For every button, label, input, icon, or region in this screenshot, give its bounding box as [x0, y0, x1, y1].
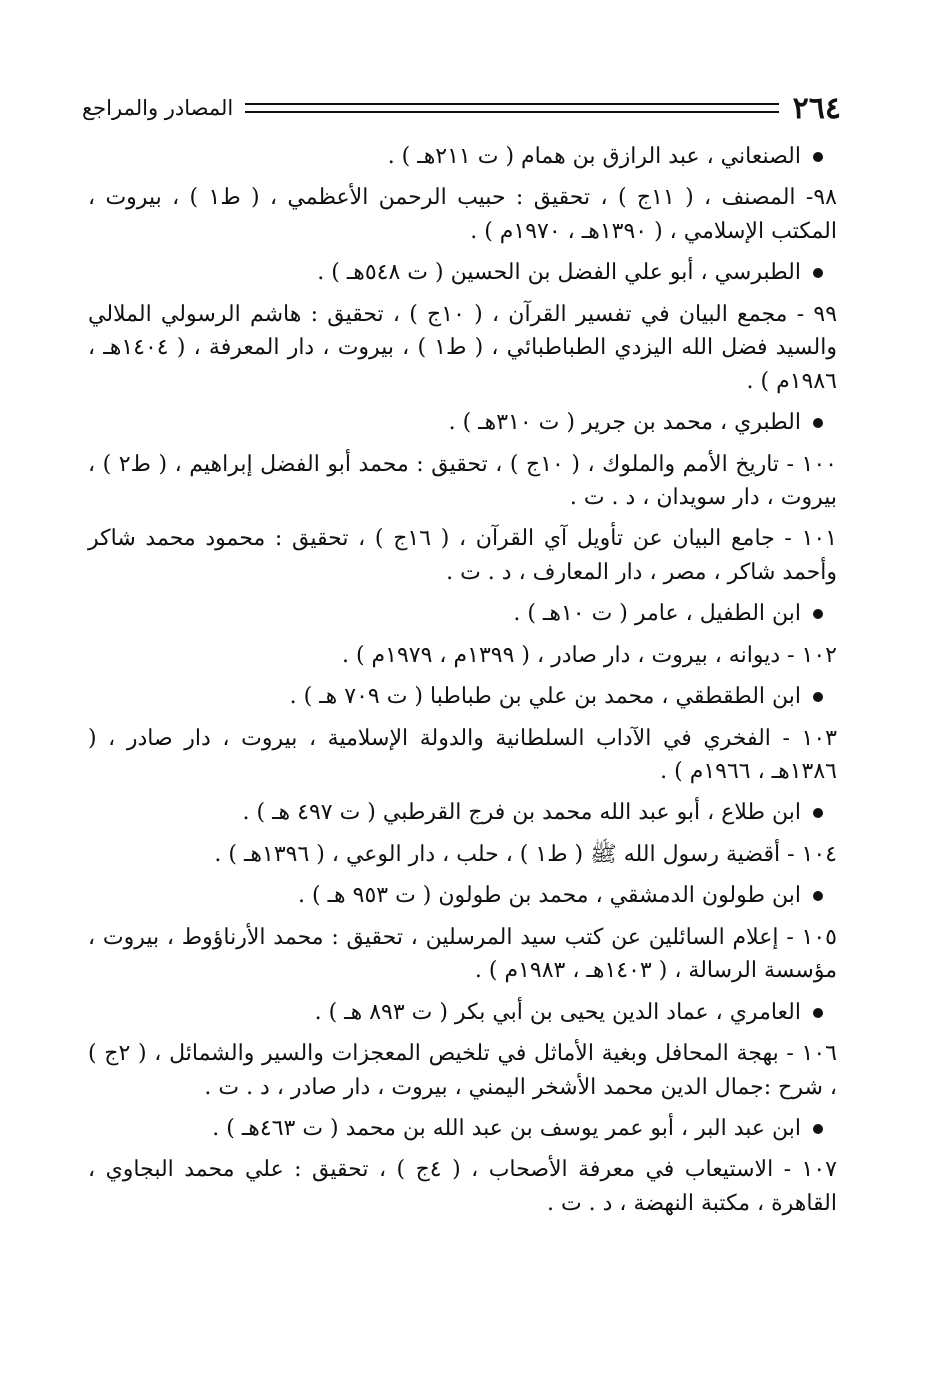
bullet-icon [813, 1124, 823, 1134]
book-entry: ١٠٣ - الفخري في الآداب السلطانية والدولة الإسلامية ، بيروت ، دار صادر ، ( ١٣٨٦هـ ، ١٩٦٦م ) . [88, 725, 837, 784]
bullet-icon [813, 418, 823, 428]
author-entry: ابن طولون الدمشقي ، محمد بن طولون ( ت ٩٥٣ هـ ) . [88, 879, 837, 912]
book-entry: ١٠٦ - بهجة المحافل وبغية الأماثل في تلخيص المعجزات والسير والشمائل ، ( ٢ج ) ، شرح :جمال الدين محمد الأشخر اليمني ، بيروت ، دار صادر ، د . ت . [88, 1041, 837, 1100]
page-number: ٢٦٤ [792, 90, 841, 126]
author-entry: العامري ، عماد الدين يحيى بن أبي بكر ( ت ٨٩٣ هـ ) . [88, 996, 837, 1029]
bullet-icon [813, 692, 823, 702]
bullet-icon [813, 1008, 823, 1018]
book-entry: ١٠٥ - إعلام السائلين عن كتب سيد المرسلين ، تحقيق : محمد الأرناؤوط ، بيروت ، مؤسسة الرسالة ، ( ١٤٠٣هـ ، ١٩٨٣م ) . [88, 924, 837, 984]
header-title: المصادر والمراجع [82, 96, 234, 120]
bullet-icon [813, 152, 823, 162]
book-entry: ١٠١ - جامع البيان عن تأويل آي القرآن ، ( ١٦ج ) ، تحقيق : محمود محمد شاكر وأحمد شاكر ، مصر ، دار المعارف ، د . ت . [88, 526, 838, 585]
bullet-icon [813, 808, 823, 818]
header-rule [245, 103, 778, 113]
author-entry: الطبري ، محمد بن جرير ( ت ٣١٠هـ ) . [88, 406, 837, 439]
author-entry: ابن الطفيل ، عامر ( ت ١٠هـ ) . [88, 597, 837, 630]
author-entry: ابن طلاع ، أبو عبد الله محمد بن فرج القرطبي ( ت ٤٩٧ هـ ) . [88, 796, 837, 829]
author-entry: الطبرسي ، أبو علي الفضل بن الحسين ( ت ٥٤٨هـ ) . [88, 256, 837, 289]
bibliography-list [88, 140, 837, 1228]
running-header [82, 88, 841, 128]
bullet-icon [813, 609, 823, 619]
book-entry: ٩٩ - مجمع البيان في تفسير القرآن ، ( ١٠ج ) ، تحقيق : هاشم الرسولي الملالي والسيد فضل الله اليزدي الطباطبائي ، ( ط١ ) ، بيروت ، دار المعرفة ، ( ١٤٠٤هـ ، ١٩٨٦م ) . [88, 301, 838, 394]
bullet-icon [813, 268, 823, 278]
author-entry: ابن الطقطقي ، محمد بن علي بن طباطبا ( ت ٧٠٩ هـ ) . [88, 680, 837, 713]
book-entry: ١٠٠ - تاريخ الأمم والملوك ، ( ١٠ج ) ، تحقيق : محمد أبو الفضل إبراهيم ، ( ط٢ ) ، بيروت ، دار سويدان ، د . ت . [88, 451, 837, 510]
bullet-icon [813, 891, 823, 901]
book-entry: ٩٨- المصنف ، ( ١١ج ) ، تحقيق : حبيب الرحمن الأعظمي ، ( ط١ ) ، بيروت ، المكتب الإسلامي ، ( ١٣٩٠هـ ، ١٩٧٠م ) . [88, 185, 837, 244]
author-entry: ابن عبد البر ، أبو عمر يوسف بن عبد الله بن محمد ( ت ٤٦٣هـ ) . [88, 1112, 837, 1145]
author-entry: الصنعاني ، عبد الرازق بن همام ( ت ٢١١هـ ) . [88, 140, 837, 173]
book-entry: ١٠٤ - أقضية رسول الله ﷺ ( ط١ ) ، حلب ، دار الوعي ، ( ١٣٩٦هـ ) . [214, 841, 837, 867]
book-entry: ١٠٢ - ديوانه ، بيروت ، دار صادر ، ( ١٣٩٩م ، ١٩٧٩م ) . [341, 642, 837, 668]
book-entry: ١٠٧ - الاستيعاب في معرفة الأصحاب ، ( ٤ج ) ، تحقيق : علي محمد البجاوي ، القاهرة ، مكتبة النهضة ، د . ت . [88, 1157, 837, 1216]
